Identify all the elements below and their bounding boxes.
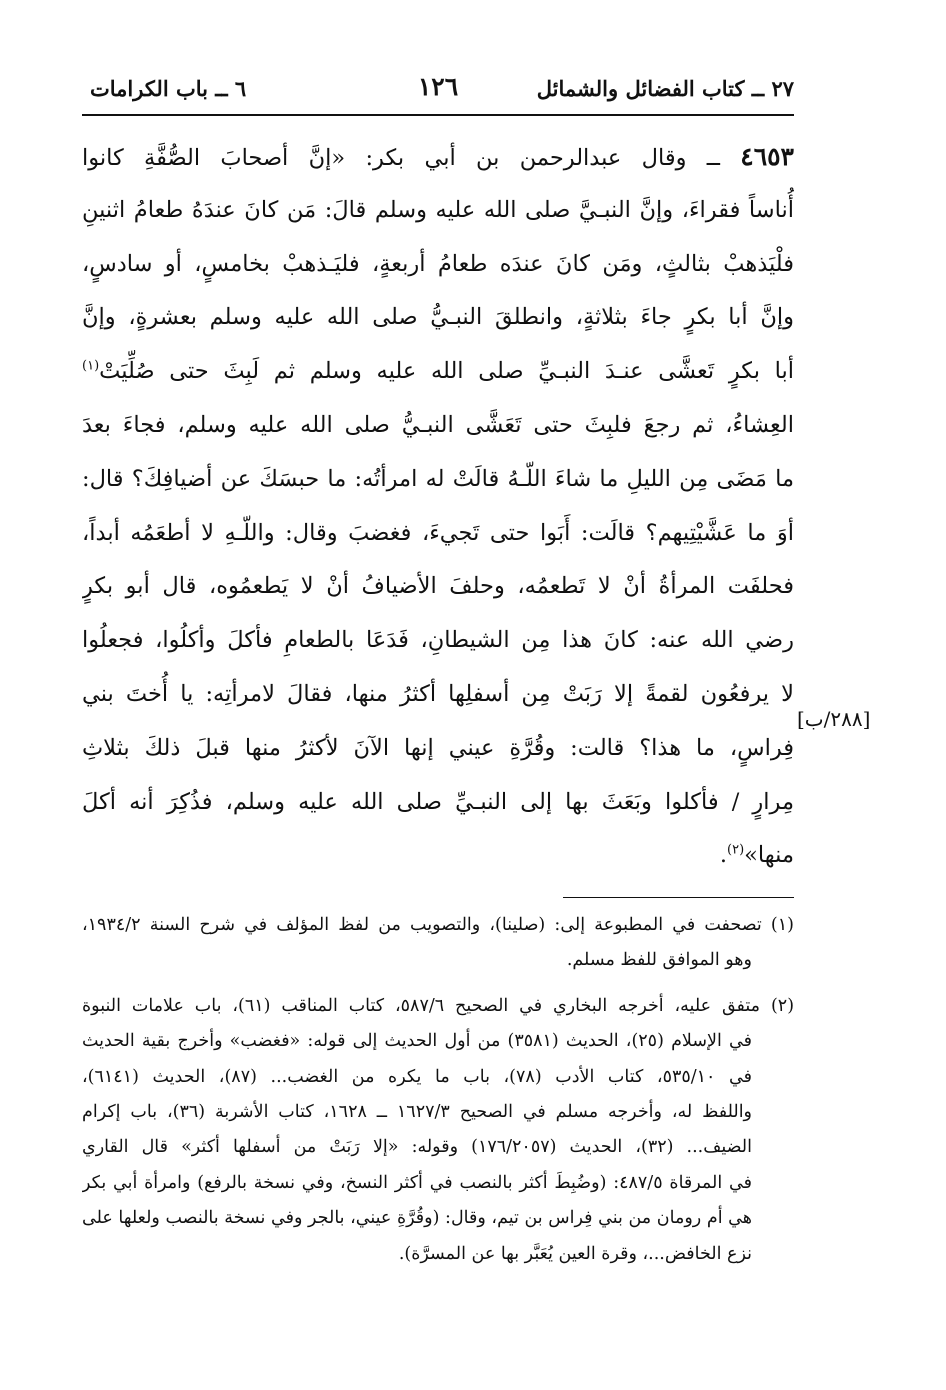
hadith-line-13: مِرارٍ / فأكلوا وبَعَثَ بها إلى النبـيِّ صلى الله عليه وسلم، فذُكِرَ أنه أكلَ (82, 788, 794, 815)
footnote-line: واللفظ له، وأخرجه مسلم في الصحيح ١٦٢٧/٣ ــ ١٦٢٨، كتاب الأشربة (٣٦)، باب إكرام (82, 1101, 753, 1122)
hadith-line-10: رضي الله عنه: كانَ هذا مِن الشيطانِ، فَدَعَا بالطعامِ فأكلَ وأكلُوا، فجعلُوا (82, 627, 794, 654)
section-title: ٦ ــ باب الكرامات (90, 76, 247, 101)
footnote-line: في ٥٣٥/١٠، كتاب الأدب (٧٨)، باب ما يكره من الغضب... (٨٧)، الحديث (٦١٤١)، (82, 1066, 752, 1087)
hadith-text (82, 130, 794, 883)
footnote-line: (١) تصحفت في المطبوعة إلى: (صلينا)، والتصويب من لفظ المؤلف في شرح السنة ١٩٣٤/٢، (82, 915, 794, 935)
hadith-line-12: فِراسٍ، ما هذا؟ قالت: وقُرَّةِ عيني إنها الآنَ لأكثرُ منها قبلَ ذلكَ بثلاثِ (82, 734, 794, 761)
hadith-line-9: فحلفَت المرأةُ أنْ لا تَطعمُه، وحلفَ الأضيافُ أنْ لا يَطعمُوه، قال أبو بكرٍ (82, 573, 794, 600)
hadith-line-14: منها»$^{(٢)}$. (719, 842, 794, 869)
footnote-marker-2: (٢) (727, 842, 745, 858)
chapter-title: ٢٧ ــ كتاب الفضائل والشمائل (536, 76, 794, 101)
footnote-line: نزع الخافض...، وقرة العين يُعَبَّر بها عن المسرَّة). (398, 1243, 752, 1264)
hadith-line-7: ما مَضَى مِن الليلِ ما شاءَ اللّـهُ قالَتْ له امرأتُه: ما حبسَكَ عن أضيافِكَ؟ قال: (82, 465, 794, 492)
header-rule (82, 114, 794, 116)
hadith-line-5: أبا بكرٍ تَعشَّى عنـدَ النبـيِّ صلى الله عليه وسلم ثم لَبِثَ حتى صُلِّيَتْ$^{(١)}$ (82, 358, 794, 385)
hadith-line-3: فلْيَذهبْ بثالثٍ، ومَن كانَ عندَه طعامُ أربعةٍ، فليَـذهبْ بخامسٍ، أو سادسٍ، (82, 250, 794, 277)
footnote-2 (82, 989, 794, 1272)
footnote-1 (82, 908, 794, 979)
footnote-line: في الإسلام (٢٥)، الحديث (٣٥٨١) من أول الحديث إلى قوله: «فغضب» وأخرج بقية الحديث (82, 1031, 752, 1052)
footnote-line: هي أم رومان من بني فِراس بن تيم، وقال: (وقُرَّةِ عيني، بالجر وفي نسخة بالنصب ولعلها على (82, 1208, 752, 1229)
manuscript-folio-ref: [٢٨٨/ب] (797, 707, 871, 731)
hadith-line-1: ٤٦٥٣ ــ وقال عبدالرحمن بن أبي بكر: «إنَّ أصحابَ الصُّفَّةِ كانوا (82, 142, 794, 171)
running-header (82, 70, 794, 112)
footnote-line: وهو الموافق للفظ مسلم. (566, 950, 752, 971)
hadith-line-11: لا يرفعُون لقمةً إلا رَبَتْ مِن أسفلِها أكثرُ منها، فقالَ لامرأتِه: يا أُختَ بني (82, 680, 794, 707)
footnote-marker: (١) (770, 915, 794, 935)
footnote-line: الضيف... (٣٢)، الحديث (١٧٦/٢٠٥٧) وقوله: «إلا رَبَتْ من أسفلها أكثر» قال القاري (82, 1137, 752, 1158)
footnotes (82, 908, 794, 1282)
footnote-marker: (٢) (770, 995, 794, 1016)
hadith-number: ٤٦٥٣ (740, 142, 794, 171)
hadith-line-4: وإنَّ أبا بكرٍ جاءَ بثلاثةٍ، وانطلقَ النبـيُّ صلى الله عليه وسلم بعشرةٍ، وإنَّ (82, 304, 794, 331)
footnote-line: (٢) متفق عليه، أخرجه البخاري في الصحيح ٥٨٧/٦، كتاب المناقب (٦١)، باب علامات النبوة (82, 995, 794, 1016)
hadith-line-8: أوَ ما عَشَّيْتِيهم؟ قالَت: أَبَوا حتى تَجيءَ، فغضبَ وقال: واللّـهِ لا أطعَمُه أبداً، (82, 519, 794, 546)
footnote-rule (563, 897, 794, 898)
page-number: ١٢٦ (417, 72, 459, 101)
hadith-line-6: العِشاءُ، ثم رجعَ فلبِثَ حتى تَعَشَّى النبـيُّ صلى الله عليه وسلم، فجاءَ بعدَ (82, 411, 794, 438)
footnote-line: في المرقاة ٤٨٧/٥: (وضُبِطَ أكثر بالنصب في أكثر النسخ، وفي نسخة بالرفع) وامرأة أبي بكر (82, 1172, 752, 1193)
footnote-marker-1: (١) (82, 358, 100, 374)
hadith-line-2: أُناساً فقراءَ، وإنَّ النبـيَّ صلى الله عليه وسلم قالَ: مَن كانَ عندَهُ طعامُ اثنينِ (82, 196, 794, 223)
